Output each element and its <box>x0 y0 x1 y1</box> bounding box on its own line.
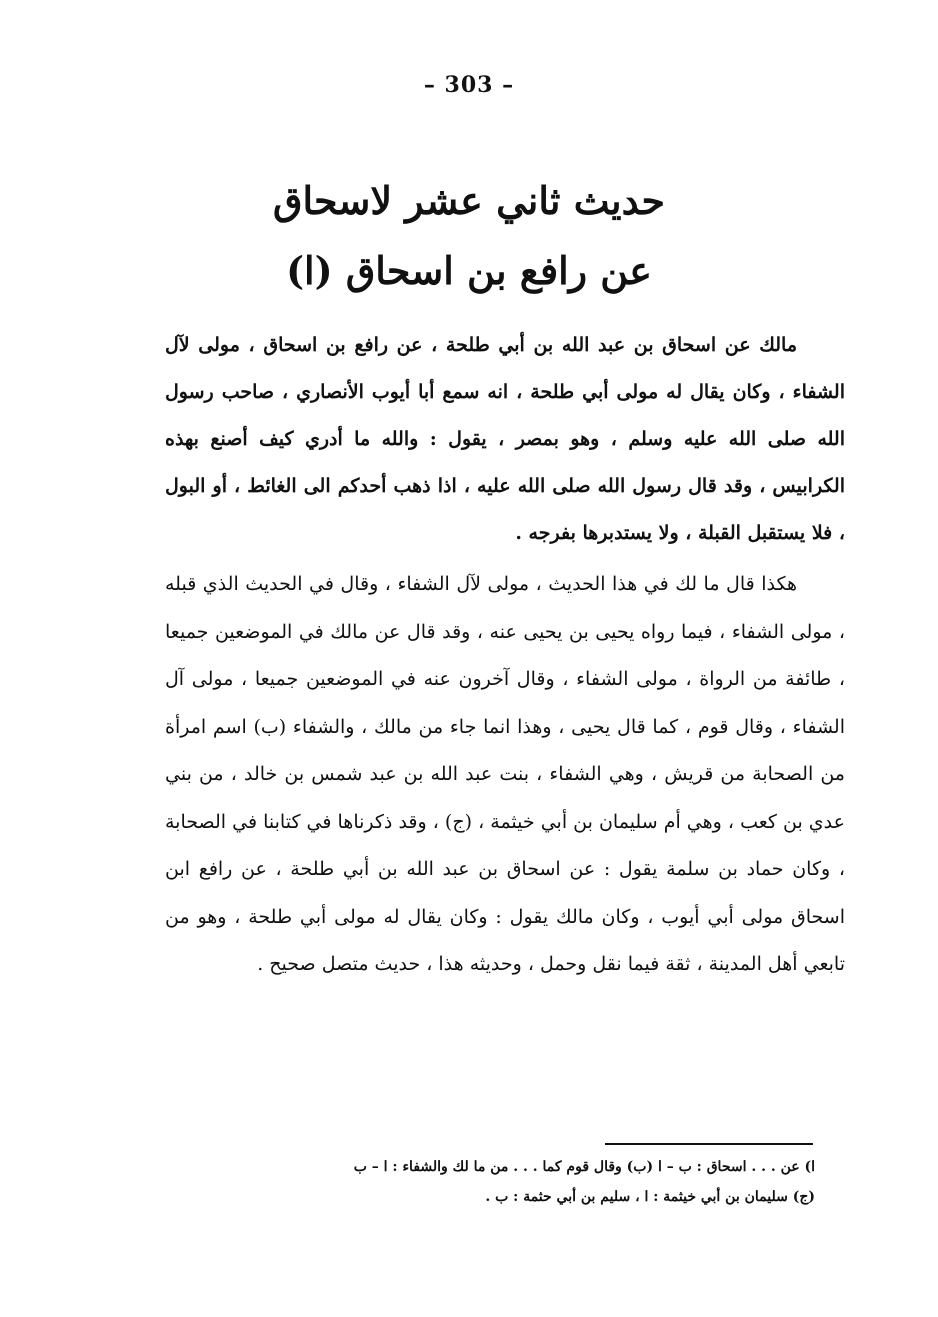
footnote: (ج) سليمان بن أبي خيثمة : ا ، سليم بن أبي حثمة : ب . <box>485 1189 815 1205</box>
footnotes <box>175 1152 815 1212</box>
chapter-subheading: عن رافع بن اسحاق (ا) <box>286 248 652 293</box>
footnote: ا) عن . . . اسحاق : ب – ا (ب) وقال قوم كما . . . من ما لك والشفاء : ا – ب <box>353 1159 815 1175</box>
paragraph-hadith: مالك عن اسحاق بن عبد الله بن أبي طلحة ، عن رافع بن اسحاق ، مولى لآل الشفاء ، وكان يقال له مولى أبي طلحة ، انه سمع أبا أيوب الأنصاري ، صاحب رسول الله صلى الله عليه وسلم ، وهو بمصر ، يقول : والله ما أدري كيف أصنع بهذه الكرابيس ، وقد قال رسول الله صلى الله عليه ، اذا ذهب أحدكم الى الغائط ، أو البول ، فلا يستقبل القبلة ، ولا يستدبرها بفرجه . <box>165 334 845 544</box>
body-text <box>165 322 845 993</box>
paragraph-commentary: هكذا قال ما لك في هذا الحديث ، مولى لآل الشفاء ، وقال في الحديث الذي قبله ، مولى الشفاء ، فيما رواه يحيى بن يحيى عنه ، وقد قال عن مالك في الموضعين جميعا ، طائفة من الرواة ، مولى الشفاء ، وقال آخرون عنه في الموضعين جميعا ، مولى آل الشفاء ، وقال قوم ، كما قال يحيى ، وهذا انما جاء من مالك ، والشفاء (ب) اسم امرأة من الصحابة من قريش ، وهي الشفاء ، بنت عبد الله بن عبد شمس بن خالد ، من بني عدي بن كعب ، وهي أم سليمان بن أبي خيثمة ، (ج) ، وقد ذكرناها في كتابنا في الصحابة ، وكان حماد بن سلمة يقول : عن اسحاق بن عبد الله بن أبي طلحة ، عن رافع ابن اسحاق مولى أبي أيوب ، وكان مالك يقول : وكان يقال له مولى أبي طلحة ، وهو من تابعي أهل المدينة ، ثقة فيما نقل وحمل ، وحديثه هذا ، حديث متصل صحيح . <box>165 573 845 975</box>
chapter-heading: حديث ثاني عشر لاسحاق <box>272 178 666 223</box>
page-number: – 303 – <box>423 72 515 98</box>
footnote-divider <box>605 1143 813 1145</box>
